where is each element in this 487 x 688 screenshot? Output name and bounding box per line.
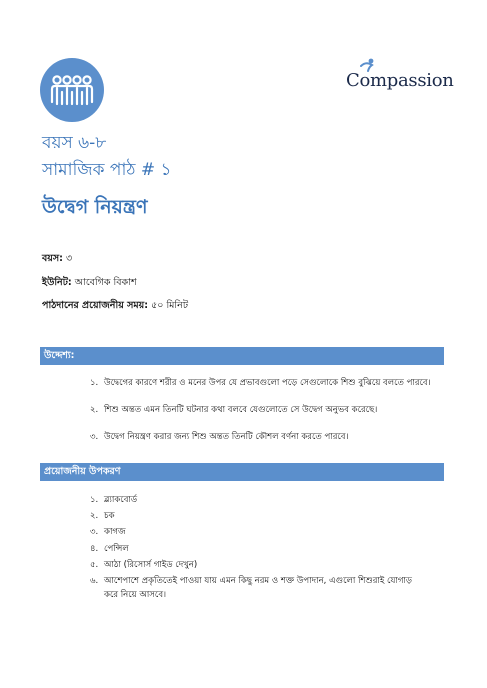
list-item [90, 574, 420, 600]
list-item-text: চক [104, 511, 115, 522]
meta-age-row [42, 252, 72, 267]
meta-age-value: ৩ [66, 253, 73, 264]
age-range-heading: বয়স ৬-৮ [42, 133, 107, 153]
meta-unit-label: ইউনিট: [42, 277, 72, 288]
list-item-number: ৩. [90, 527, 99, 538]
list-item-text: উদ্বেগের কারণে শরীর ও মনের উপর যে প্রভাবগুলো পড়ে সেগুলোকে শিশু বুঝিয়ে বলতে পারবে। [104, 378, 431, 388]
materials-heading: প্রয়োজনীয় উপকরণ [44, 466, 121, 477]
list-item-text: ব্ল্যাকবোর্ড [104, 495, 138, 505]
meta-unit-value: আবেগিক বিকাশ [74, 277, 137, 288]
list-item-number: ২. [90, 405, 99, 415]
list-item [90, 430, 431, 457]
list-item-number: ১. [90, 378, 99, 388]
list-item-number: ৬. [90, 575, 99, 586]
meta-unit-row [42, 276, 137, 291]
materials-list [90, 493, 420, 600]
materials-heading-bar [40, 463, 444, 481]
list-item [90, 493, 420, 509]
objectives-heading: উদ্দেশ্য: [44, 350, 75, 361]
page-title: উদ্বেগ নিয়ন্ত্রণ [42, 196, 148, 218]
list-item-number: ১. [90, 495, 99, 505]
meta-time-value: ৫০ মিনিট [151, 300, 188, 311]
list-item [90, 509, 420, 525]
list-item [90, 525, 420, 541]
list-item-text: শিশু অন্তত এমন তিনটি ঘটনার কথা বলবে যেগুলোতে সে উদ্বেগ অনুভব করেছে। [104, 405, 378, 415]
list-item [90, 376, 431, 403]
list-item [90, 558, 420, 574]
logo-wordmark: Compassion [346, 70, 454, 91]
list-item-text: পেন্সিল [104, 543, 129, 554]
lesson-number-heading: সামাজিক পাঠ # ১ [42, 160, 172, 180]
list-item [90, 403, 431, 430]
list-item-text: উদ্বেগ নিয়ন্ত্রণ করার জন্য শিশু অন্তত তিনটি কৌশল বর্ণনা করতে পারবে। [104, 432, 349, 442]
group-of-children-icon [40, 58, 104, 122]
compassion-logo [346, 58, 456, 98]
list-item-text: কাগজ [104, 527, 126, 538]
meta-time-row [42, 299, 188, 314]
list-item-number: ৪. [90, 543, 99, 554]
objectives-list [90, 376, 431, 457]
list-item-number: ২. [90, 511, 99, 522]
list-item-text: আশেপাশে প্রকৃতিতেই পাওয়া যায় এমন কিছু নরম ও শক্ত উপাদান, এগুলো শিশুরাই যোগাড় করে নিয়ে আসবে। [104, 575, 412, 600]
objectives-heading-bar [40, 347, 444, 365]
list-item-text: আঠা (রিসোর্স গাইড দেখুন) [104, 559, 198, 570]
age-group-badge [40, 58, 104, 122]
list-item-number: ৫. [90, 559, 99, 570]
list-item [90, 542, 420, 558]
meta-time-label: পাঠদানের প্রয়োজনীয় সময়: [42, 300, 149, 311]
meta-age-label: বয়স: [42, 253, 63, 264]
list-item-number: ৩. [90, 432, 99, 442]
